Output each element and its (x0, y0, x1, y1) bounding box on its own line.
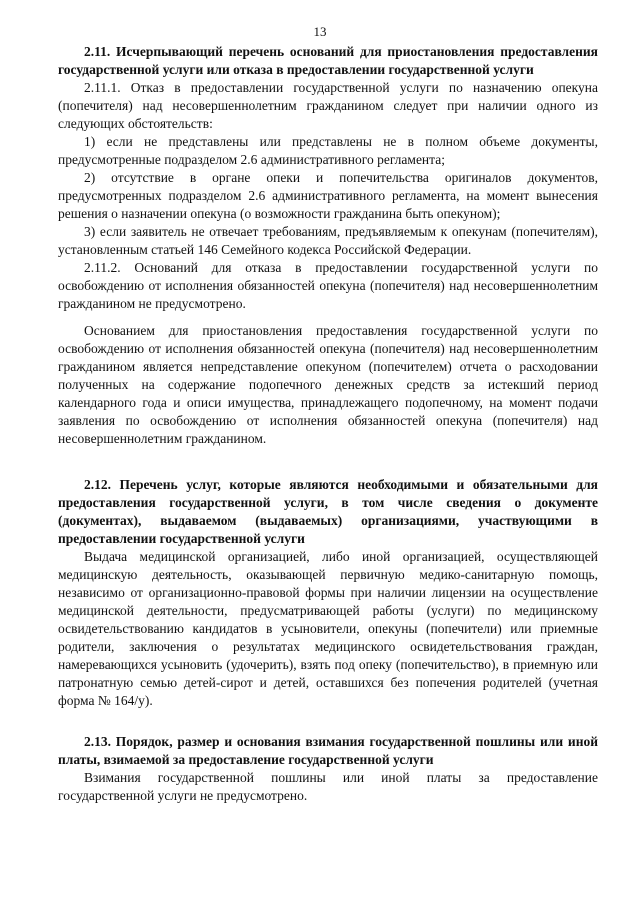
section-2-11 (58, 43, 598, 448)
page-number: 13 (313, 24, 327, 39)
document-body (58, 43, 598, 805)
section-heading: 2.13. Порядок, размер и основания взимания государственной пошлины или иной платы, взимаемой за предоставление государственной услуги (58, 734, 598, 767)
paragraph: 2.11.2. Оснований для отказа в предоставлении государственной услуги по освобождению от исполнения обязанностей опекуна (попечителя) над несовершеннолетним гражданином не предусмотрено. (58, 260, 598, 311)
section-2-13 (58, 733, 598, 805)
paragraph: Выдача медицинской организацией, либо иной организацией, осуществляющей медицинскую деятельность, оказывающей первичную медико-санитарную помощь, независимо от организационно-правовой формы при наличии лицензии на осуществление медицинской деятельности, предусматривающей работы (услуги) по медицинскому освидетельствованию кандидатов в усыновители, опекуны (попечители) или приемные родители, заключения о результатах медицинского освидетельствования граждан, намеревающихся усыновить (удочерить), взять под опеку (попечительство), в приемную или патронатную семью детей-сирот и детей, оставшихся без попечения родителей (учетная форма № 164/у). (58, 549, 598, 708)
list-item: 2) отсутствие в органе опеки и попечительства оригиналов документов, предусмотренных подразделом 2.6 административного регламента, на момент вынесения решения о назначении опекуна (о возможности гражданина быть опекуном); (58, 170, 598, 221)
paragraph: Взимания государственной пошлины или иной платы за предоставление государственной услуги не предусмотрено. (58, 770, 598, 803)
section-heading: 2.11. Исчерпывающий перечень оснований для приостановления предоставления государственной услуги или отказа в предоставлении государственной услуги (58, 44, 598, 77)
section-heading: 2.12. Перечень услуг, которые являются необходимыми и обязательными для предоставления государственной услуги, в том числе сведения о документе (документах), выдаваемом (выдаваемых) организациями, участвующими в предоставлении государственной услуги (58, 477, 598, 546)
paragraph: Основанием для приостановления предоставления государственной услуги по освобождению от исполнения обязанностей опекуна (попечителя) над несовершеннолетним гражданином является непредставление опекуном (попечителем) отчета о расходовании полученных на содержание подопечного денежных средств за истекший период календарного года и описи имущества, принадлежащего подопечному, на момент подачи заявления по освобождению от исполнения обязанностей опекуна (попечителя) над несовершеннолетним гражданином. (58, 323, 598, 446)
paragraph: 2.11.1. Отказ в предоставлении государственной услуги по назначению опекуна (попечителя) над несовершеннолетним гражданином следует при наличии одного из следующих обстоятельств: (58, 80, 598, 131)
section-2-12 (58, 476, 598, 710)
list-item: 1) если не представлены или представлены не в полном объеме документы, предусмотренные подразделом 2.6 административного регламента; (58, 134, 598, 167)
list-item: 3) если заявитель не отвечает требованиям, предъявляемым к опекунам (попечителям), установленным статьей 146 Семейного кодекса Российской Федерации. (58, 224, 598, 257)
